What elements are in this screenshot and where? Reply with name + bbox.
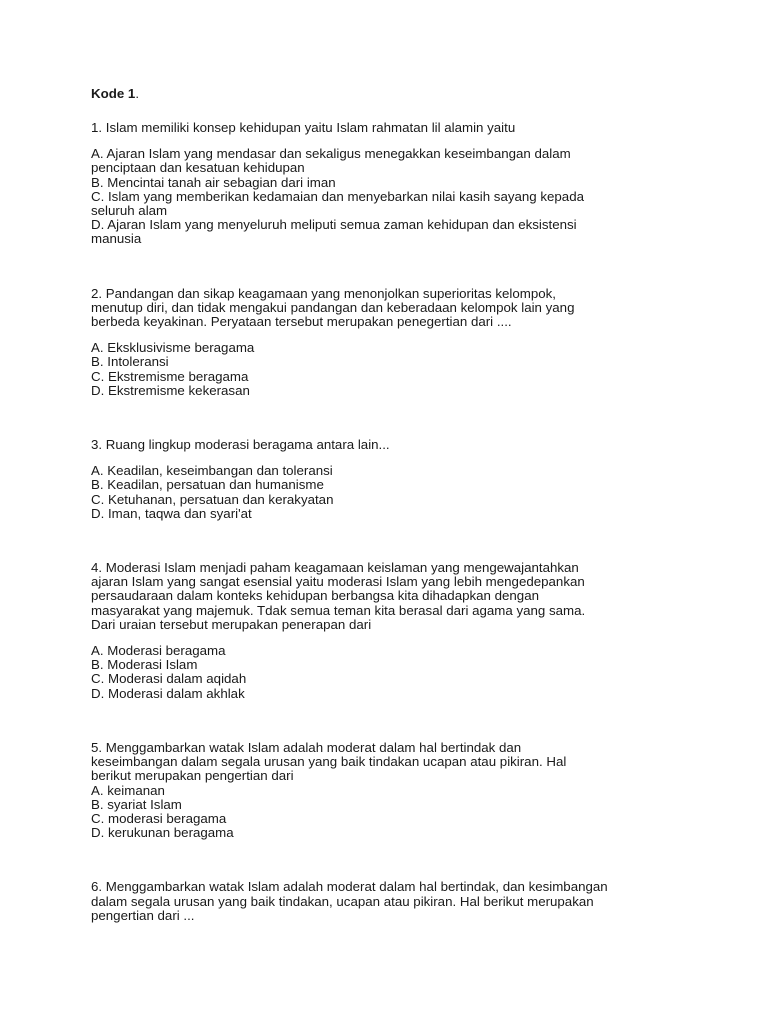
answer-option-line: B. Moderasi Islam <box>91 657 198 673</box>
answer-options <box>91 644 691 701</box>
question-text-line: menutup diri, dan tidak mengakui pandangan dan keberadaan kelompok lain yang <box>91 299 575 315</box>
answer-option-line: D. Iman, taqwa dan syari'at <box>91 505 252 521</box>
question-text <box>91 561 691 632</box>
answer-option-line: C. moderasi beragama <box>91 810 227 826</box>
answer-option <box>91 507 691 521</box>
question-text-line: ajaran Islam yang sangat esensial yaitu moderasi Islam yang lebih mengedepankan <box>91 574 585 590</box>
answer-option <box>91 798 691 812</box>
question-text <box>91 287 691 330</box>
answer-option-line: C. Ketuhanan, persatuan dan kerakyatan <box>91 491 334 507</box>
question-text <box>91 121 691 135</box>
answer-option <box>91 672 691 686</box>
question-text-line: 4. Moderasi Islam menjadi paham keagamaan keislaman yang mengewajantahkan <box>91 560 579 576</box>
answer-option <box>91 176 691 190</box>
question-text-line: pengertian dari ... <box>91 907 195 923</box>
question-4 <box>91 561 691 701</box>
answer-option <box>91 190 691 218</box>
question-6 <box>91 880 691 923</box>
question-text-line: persaudaraan dalam konteks kehidupan berbangsa kita dihadapkan dengan <box>91 588 539 604</box>
question-text-line: 6. Menggambarkan watak Islam adalah moderat dalam hal bertindak, dan kesimbangan <box>91 879 608 895</box>
answer-option-line: A. Keadilan, keseimbangan dan toleransi <box>91 463 333 479</box>
answer-options <box>91 464 691 521</box>
question-text <box>91 438 691 452</box>
answer-option-line: A. Moderasi beragama <box>91 643 226 659</box>
answer-option-line: B. Intoleransi <box>91 354 169 370</box>
question-text-line: berikut merupakan pengertian dari <box>91 768 294 784</box>
answer-option-line: penciptaan dan kesatuan kehidupan <box>91 160 305 176</box>
question-text-line: 1. Islam memiliki konsep kehidupan yaitu Islam rahmatan lil alamin yaitu <box>91 120 516 135</box>
answer-option <box>91 658 691 672</box>
title-dot: . <box>135 86 140 101</box>
question-3 <box>91 438 691 521</box>
answer-option-line: manusia <box>91 231 142 247</box>
question-2 <box>91 287 691 398</box>
question-5 <box>91 741 691 840</box>
question-text-line: berbeda keyakinan. Peryataan tersebut merupakan penegertian dari .... <box>91 314 512 330</box>
answer-option-line: D. Ajaran Islam yang menyeluruh meliputi semua zaman kehidupan dan eksistensi <box>91 217 577 233</box>
answer-options <box>91 784 691 841</box>
answer-option <box>91 370 691 384</box>
question-text-line: 3. Ruang lingkup moderasi beragama antara lain... <box>91 437 390 453</box>
question-text-line: Dari uraian tersebut merupakan penerapan dari <box>91 616 372 632</box>
answer-option <box>91 218 691 246</box>
question-text-line: masyarakat yang majemuk. Tdak semua teman kita berasal dari agama yang sama. <box>91 602 586 618</box>
answer-option-line: B. Keadilan, persatuan dan humanisme <box>91 477 324 493</box>
document-page <box>91 86 691 923</box>
answer-option <box>91 687 691 701</box>
question-text-line: keseimbangan dalam segala urusan yang baik tindakan ucapan atau pikiran. Hal <box>91 754 567 770</box>
answer-option-line: A. Ajaran Islam yang mendasar dan sekaligus menegakkan keseimbangan dalam <box>91 146 571 162</box>
answer-option-line: D. kerukunan beragama <box>91 825 234 841</box>
answer-option-line: B. Mencintai tanah air sebagian dari iman <box>91 174 336 190</box>
question-text <box>91 880 691 923</box>
answer-option-line: D. Ekstremisme kekerasan <box>91 382 250 398</box>
question-text-line: 2. Pandangan dan sikap keagamaan yang menonjolkan superioritas kelompok, <box>91 285 556 301</box>
answer-option <box>91 784 691 798</box>
document-title <box>91 86 691 102</box>
answer-option <box>91 644 691 658</box>
answer-option <box>91 478 691 492</box>
question-list <box>91 121 691 923</box>
answer-options <box>91 147 691 246</box>
answer-options <box>91 341 691 398</box>
answer-option-line: A. Eksklusivisme beragama <box>91 340 255 356</box>
question-text-line: dalam segala urusan yang baik tindakan, ucapan atau pikiran. Hal berikut merupakan <box>91 893 594 909</box>
answer-option <box>91 464 691 478</box>
answer-option-line: seluruh alam <box>91 203 168 219</box>
answer-option-line: C. Ekstremisme beragama <box>91 368 249 384</box>
answer-option-line: C. Islam yang memberikan kedamaian dan menyebarkan nilai kasih sayang kepada <box>91 188 584 204</box>
title-label: Kode 1 <box>91 86 136 101</box>
question-text <box>91 741 691 784</box>
answer-option-line: A. keimanan <box>91 782 165 798</box>
answer-option-line: C. Moderasi dalam aqidah <box>91 671 247 687</box>
question-text-line: 5. Menggambarkan watak Islam adalah moderat dalam hal bertindak dan <box>91 739 522 755</box>
answer-option <box>91 384 691 398</box>
answer-option-line: B. syariat Islam <box>91 796 182 812</box>
answer-option <box>91 493 691 507</box>
answer-option <box>91 826 691 840</box>
answer-option <box>91 812 691 826</box>
answer-option <box>91 355 691 369</box>
question-1 <box>91 121 691 247</box>
answer-option <box>91 147 691 175</box>
answer-option-line: D. Moderasi dalam akhlak <box>91 685 245 701</box>
answer-option <box>91 341 691 355</box>
